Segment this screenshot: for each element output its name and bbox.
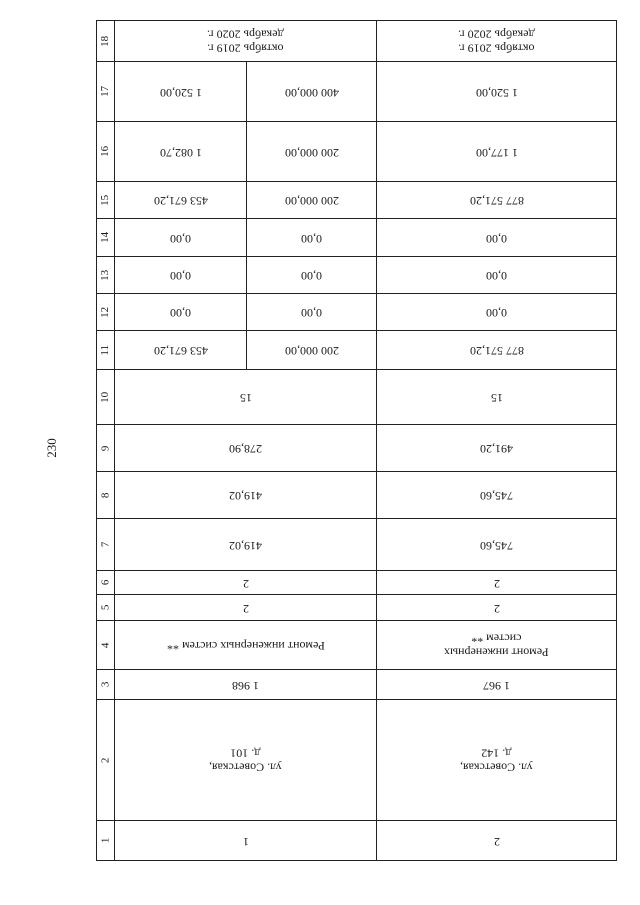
row2-col16 [376, 121, 617, 182]
row2-col4 [376, 620, 617, 670]
header-col-12-text: 12 [99, 306, 112, 318]
header-col-4-text: 4 [99, 642, 112, 648]
row2-col4-text: Ремонт инженерных систем ** [444, 632, 549, 660]
row2-col18-text: октябрь 2019 г. декабрь 2020 г. [458, 28, 535, 56]
header-col-11-text: 11 [99, 344, 112, 356]
row1-col18-text: октябрь 2019 г. декабрь 2020 г. [207, 28, 284, 56]
row1-col6-text: 2 [242, 576, 249, 591]
header-col-7-text: 7 [99, 541, 112, 548]
header-col-3 [96, 669, 115, 700]
row1-col3 [114, 669, 377, 700]
row2-col1-text: 2 [493, 834, 500, 849]
row2-col13-text: 0,00 [486, 268, 507, 283]
row1-col16-a [114, 121, 247, 182]
row1-col15-b-text: 200 000,00 [284, 193, 339, 208]
row1-col12-a [114, 293, 247, 331]
row2-col9-text: 491,20 [480, 441, 513, 456]
row2-col8 [376, 471, 617, 519]
row2-col14-text: 0,00 [486, 231, 507, 246]
row1-col17-a-text: 1 520,00 [159, 85, 202, 100]
row1-col14-a [114, 218, 247, 257]
row1-col5 [114, 594, 377, 621]
row1-col11-a [114, 330, 247, 370]
row2-col16-text: 1 177,00 [475, 145, 518, 160]
row1-col1-text: 1 [242, 834, 249, 849]
row1-col9 [114, 424, 377, 472]
header-col-5-text: 5 [99, 604, 112, 611]
row1-col11-a-text: 453 671,20 [153, 343, 208, 358]
row2-col3 [376, 669, 617, 700]
header-col-17-text: 17 [99, 85, 112, 97]
header-col-4 [96, 620, 115, 670]
row1-col2-text: ул. Советская, д. 101 [209, 747, 282, 775]
row1-col3-text: 1 968 [232, 678, 259, 693]
header-col-5 [96, 594, 115, 621]
row2-col15-text: 877 571,20 [469, 193, 524, 208]
row1-col2 [114, 699, 377, 821]
row2-col10-text: 15 [490, 390, 503, 405]
row1-col17-a [114, 61, 247, 122]
row1-col15-b [246, 181, 377, 219]
header-col-9-text: 9 [99, 445, 112, 451]
row1-col15-a [114, 181, 247, 219]
header-col-2-text: 2 [99, 757, 112, 763]
row2-col15 [376, 181, 617, 219]
row1-col14-b [246, 218, 377, 257]
row1-col5-text: 2 [242, 601, 249, 616]
header-col-6 [96, 570, 115, 595]
row1-col4 [114, 620, 377, 670]
row1-col13-b-text: 0,00 [301, 268, 322, 283]
header-col-8 [96, 471, 115, 519]
header-col-1 [96, 820, 115, 861]
row1-col4-text: Ремонт инженерных систем ** [166, 638, 325, 653]
row1-col14-a-text: 0,00 [170, 231, 191, 246]
row2-col17 [376, 61, 617, 122]
row2-col17-text: 1 520,00 [475, 85, 518, 100]
row2-col5-text: 2 [493, 601, 500, 616]
row1-col1 [114, 820, 377, 861]
row1-col14-b-text: 0,00 [301, 231, 322, 246]
header-col-14 [96, 218, 115, 257]
header-col-11 [96, 330, 115, 370]
row1-col8-text: 419,02 [229, 488, 262, 503]
header-col-18-text: 18 [99, 35, 112, 47]
header-col-16 [96, 121, 115, 182]
header-col-6-text: 6 [99, 579, 112, 586]
header-col-9 [96, 424, 115, 472]
row1-col13-a [114, 256, 247, 294]
row1-col16-a-text: 1 082,70 [159, 145, 202, 160]
row1-col17-b [246, 61, 377, 122]
row1-col12-b [246, 293, 377, 331]
header-col-17 [96, 61, 115, 122]
row2-col9 [376, 424, 617, 472]
header-col-16-text: 16 [99, 145, 112, 157]
header-col-1-text: 1 [99, 837, 112, 844]
page-number: 230 [44, 438, 59, 458]
header-col-15-text: 15 [99, 194, 112, 206]
row2-col12 [376, 293, 617, 331]
row2-col11-text: 877 571,20 [469, 343, 524, 358]
row2-col11 [376, 330, 617, 370]
row2-col10 [376, 369, 617, 425]
row1-col8 [114, 471, 377, 519]
row2-col2 [376, 699, 617, 821]
row1-col16-b-text: 200 000,00 [284, 145, 339, 160]
row2-col7-text: 745,60 [480, 538, 513, 553]
row1-col7 [114, 518, 377, 571]
header-col-3-text: 3 [99, 681, 112, 688]
row1-col9-text: 278,90 [229, 441, 262, 456]
row1-col7-text: 419,02 [229, 538, 262, 553]
row2-col5 [376, 594, 617, 621]
row1-col11-b-text: 200 000,00 [284, 343, 339, 358]
row1-col18 [114, 20, 377, 62]
header-col-13-text: 13 [99, 269, 112, 281]
row1-col11-b [246, 330, 377, 370]
row1-col15-a-text: 453 671,20 [153, 193, 208, 208]
row2-col7 [376, 518, 617, 571]
row2-col12-text: 0,00 [486, 305, 507, 320]
row2-col2-text: ул. Советская, д. 142 [460, 747, 533, 775]
row2-col3-text: 1 967 [483, 678, 510, 693]
row1-col13-b [246, 256, 377, 294]
header-col-8-text: 8 [99, 492, 112, 498]
row2-col6-text: 2 [493, 576, 500, 591]
header-col-14-text: 14 [99, 231, 112, 243]
row1-col12-b-text: 0,00 [301, 305, 322, 320]
row2-col13 [376, 256, 617, 294]
row1-col13-a-text: 0,00 [170, 268, 191, 283]
row2-col6 [376, 570, 617, 595]
row2-col1 [376, 820, 617, 861]
row1-col17-b-text: 400 000,00 [284, 85, 339, 100]
header-col-18 [96, 20, 115, 62]
header-col-10 [96, 369, 115, 425]
row2-col14 [376, 218, 617, 257]
header-col-2 [96, 699, 115, 821]
row1-col6 [114, 570, 377, 595]
header-col-10-text: 10 [99, 391, 112, 403]
row2-col18 [376, 20, 617, 62]
row1-col10 [114, 369, 377, 425]
header-col-13 [96, 256, 115, 294]
header-col-15 [96, 181, 115, 219]
row2-col8-text: 745,60 [480, 488, 513, 503]
header-col-12 [96, 293, 115, 331]
row1-col12-a-text: 0,00 [170, 305, 191, 320]
row1-col16-b [246, 121, 377, 182]
header-col-7 [96, 518, 115, 571]
row1-col10-text: 15 [239, 390, 252, 405]
